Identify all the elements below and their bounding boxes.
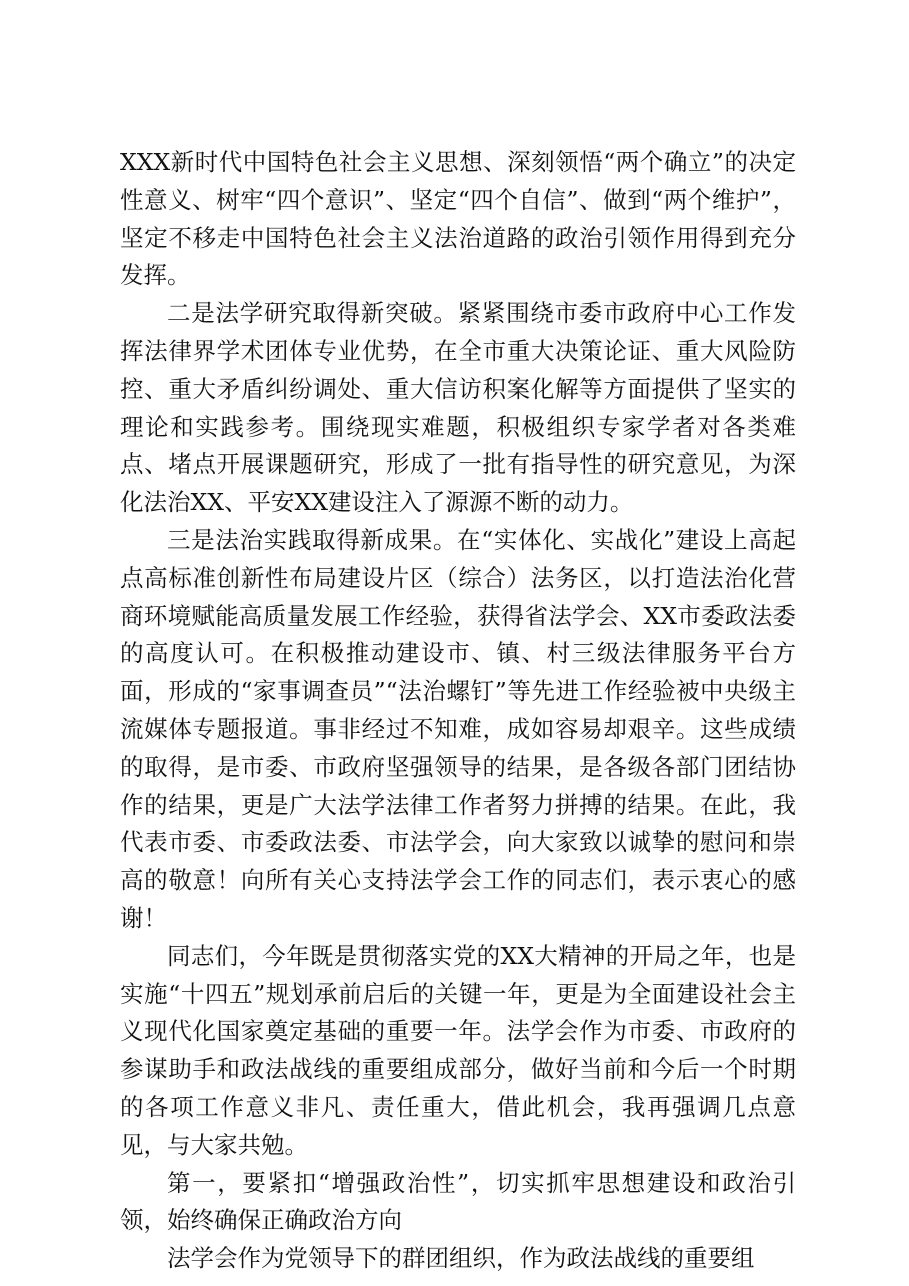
paragraph-continuation: XXX新时代中国特色社会主义思想、深刻领悟“两个确立”的决定性意义、树牢“四个意识”、坚定“四个自信”、做到“两个维护”，坚定不移走中国特色社会主义法治道路的政治引领作用得到充分发挥。: [120, 148, 796, 290]
document-page: [120, 144, 796, 1278]
section-heading-first: 第一，要紧扣“增强政治性”，切实抓牢思想建设和政治引领，始终确保正确政治方向: [120, 1168, 796, 1235]
paragraph-comrades: 同志们，今年既是贯彻落实党的XX大精神的开局之年，也是实施“十四五”规划承前启后的关键一年，更是为全面建设社会主义现代化国家奠定基础的重要一年。法学会作为市委、市政府的参谋助手和政法战线的重要组成部分，做好当前和今后一个时期的各项工作意义非凡、责任重大，借此机会，我再强调几点意见，与大家共勉。: [120, 941, 796, 1159]
paragraph-legal-research: 二是法学研究取得新突破。紧紧围绕市委市政府中心工作发挥法律界学术团体专业优势，在全市重大决策论证、重大风险防控、重大矛盾纠纷调处、重大信访积案化解等方面提供了坚实的理论和实践参考。围绕现实难题，积极组织专家学者对各类难点、堵点开展课题研究，形成了一批有指导性的研究意见，为深化法治XX、平安XX建设注入了源源不断的动力。: [120, 299, 796, 517]
paragraph-law-society: 法学会作为党领导下的群团组织，作为政法战线的重要组: [167, 1244, 755, 1273]
paragraph-legal-practice: 三是法治实践取得新成果。在“实体化、实战化”建设上高起点高标准创新性布局建设片区（综合）法务区，以打造法治化营商环境赋能高质量发展工作经验，获得省法学会、XX市委政法委的高度认可。在积极推动建设市、镇、村三级法律服务平台方面，形成的“家事调查员”“法治螺钉”等先进工作经验被中央级主流媒体专题报道。事非经过不知难，成如容易却艰辛。这些成绩的取得，是市委、市政府坚强领导的结果，是各级各部门团结协作的结果，更是广大法学法律工作者努力拼搏的结果。在此，我代表市委、市委政法委、市法学会，向大家致以诚挚的慰问和崇高的敬意！向所有关心支持法学会工作的同志们，表示衷心的感谢！: [120, 525, 796, 932]
